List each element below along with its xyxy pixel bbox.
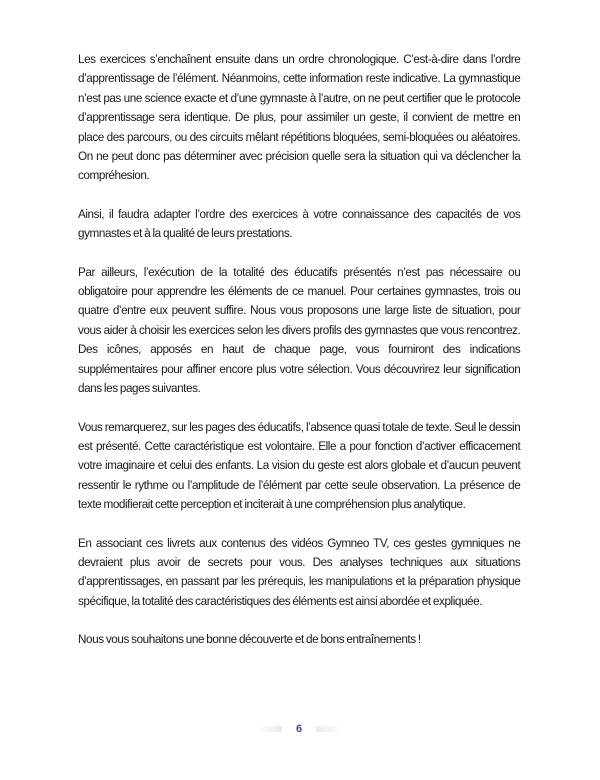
footer-decoration-right [316, 726, 342, 732]
paragraph-exercise-order: Les exercices s’enchaînent ensuite dans un ordre chronologique. C’est-à-dire dans l’ordre d’apprentissage de l’élément. Néanmoins, cette information reste indicative. La gymnastique n’est pas une science exacte et d’une gymnaste à l’autre, on ne peut certifier que le protocole d’apprentissage sera identique. De plus, pour assimiler un geste, il convient de mettre en place des parcours, ou des circuits mêlant répétitions bloquées, semi-bloquées ou aléatoires. On ne peut donc pas déterminer avec précision quelle sera la situation qui va déclencher la compréhesion. [78, 52, 521, 183]
paragraph-gymneo-tv: En associant ces livrets aux contenus des vidéos Gymneo TV, ces gestes gymniques ne devraient plus avoir de secrets pour vous. Des analyses techniques aux situations d’apprentissages, en passant par les prérequis, les manipulations et la préparation physique spécifique, la totalité des caractéristiques des éléments est ainsi abordée et expliquée. [78, 535, 521, 608]
page-footer [256, 719, 342, 739]
paragraph-adapt-order: Ainsi, il faudra adapter l’ordre des exercices à votre connaissance des capacités de vos gymnastes et à la qualité de leurs prestations. [78, 206, 521, 241]
paragraph-absence-of-text: Vous remarquerez, sur les pages des éducatifs, l’absence quasi totale de texte. Seul le dessin est présenté. Cette caractéristique est volontaire. Elle a pour fonction d’activer efficacement votre imaginaire et celui des enfants. La vision du geste est alors globale et d’aucun peuvent ressentir le rythme ou l’amplitude de l’élément par cette seule observation. La présence de texte modifierait cette perception et inciterait à une compréhension plus analytique. [78, 419, 521, 512]
paragraph-educatifs-selection: Par ailleurs, l’exécution de la totalité des éducatifs présentés n’est pas nécessaire ou obligatoire pour apprendre les éléments de ce manuel. Pour certaines gymnastes, trois ou quatre d’entre eux peuvent suffire. Nous vous proposons une large liste de situation, pour vous aider à choisir les exercices selon les divers profils des gymnastes que vous rencontrez. Des icônes, apposés en haut de chaque page, vous fourniront des indications supplémentaires pour affiner encore plus votre sélection. Vous découvrirez leur signification dans les pages suivantes. [78, 264, 521, 396]
document-body [78, 50, 520, 669]
footer-decoration-left [256, 726, 282, 732]
paragraph-closing-wish: Nous vous souhaitons une bonne découverte et de bons entraînements ! [78, 632, 421, 647]
page-number: 6 [295, 723, 303, 735]
